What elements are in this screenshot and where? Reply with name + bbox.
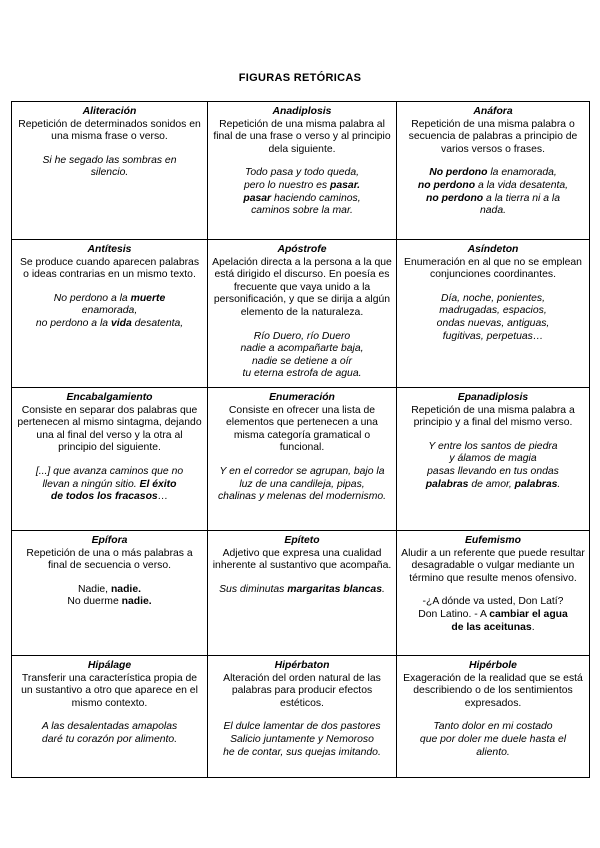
example-text: a la vida desatenta, <box>475 179 569 191</box>
example-line <box>401 305 585 318</box>
figure-example <box>212 331 392 381</box>
example-line <box>401 479 585 492</box>
example-text: Sus diminutas <box>219 583 288 595</box>
example-line <box>212 356 392 369</box>
figure-example <box>16 466 203 504</box>
example-text: Todo pasa y todo queda, <box>244 167 359 179</box>
example-line <box>212 331 392 344</box>
example-text: que por doler me duele hasta el <box>419 733 567 745</box>
figure-cell <box>397 387 590 530</box>
example-line <box>212 491 392 504</box>
figure-cell <box>12 655 208 777</box>
figure-example <box>212 721 392 759</box>
example-line <box>401 318 585 331</box>
figure-definition: Aludir a un referente que puede resultar desagradable o vulgar mediante un término que resulte menos ofensivo. <box>401 547 585 584</box>
table-row <box>12 240 590 388</box>
example-line <box>16 155 203 168</box>
example-emphasis: muerte <box>130 292 166 304</box>
example-text: haciendo caminos, <box>271 192 361 204</box>
example-emphasis: pasar. <box>330 179 361 191</box>
example-line <box>212 747 392 760</box>
figure-cell <box>397 240 590 388</box>
figure-name: Antítesis <box>87 244 132 255</box>
example-line <box>212 734 392 747</box>
figure-definition: Consiste en ofrecer una lista de elementos que pertenecen a una misma categoría gramatical o funcional. <box>226 404 378 454</box>
figure-name: Apóstrofe <box>277 244 327 255</box>
example-emphasis: No perdono <box>429 167 488 179</box>
figure-definition: Repetición de una misma palabra a principio y a final del mismo verso. <box>411 404 575 429</box>
example-line <box>401 609 585 622</box>
example-text: [...] que avanza caminos que no <box>35 465 184 477</box>
example-text: pasas llevando en tus ondas <box>427 465 559 477</box>
example-line <box>212 584 392 597</box>
example-line <box>16 721 203 734</box>
figure-definition: Se produce cuando aparecen palabras o ideas contrarias en un mismo texto. <box>19 256 200 281</box>
figure-name: Hipálage <box>87 659 132 671</box>
example-text: nadie a acompañarte baja, <box>240 343 364 355</box>
figure-name: Hipérbaton <box>274 659 330 671</box>
example-line <box>16 596 203 609</box>
figure-example <box>401 167 585 217</box>
example-line <box>212 479 392 492</box>
figure-cell <box>12 102 208 240</box>
example-line <box>16 466 203 479</box>
example-line <box>212 721 392 734</box>
example-line <box>212 205 392 218</box>
example-text: madrugadas, espacios, <box>439 305 547 317</box>
example-text: de amor, <box>468 478 515 490</box>
example-line <box>401 205 585 218</box>
figure-example <box>401 721 585 759</box>
figure-name: Encabalgamiento <box>66 391 153 403</box>
example-line <box>401 167 585 180</box>
figures-table <box>11 101 590 778</box>
example-text: . <box>531 621 535 633</box>
example-line <box>16 318 203 331</box>
example-emphasis: palabras <box>514 478 558 490</box>
figure-cell <box>208 387 397 530</box>
figure-name: Anadiplosis <box>272 106 332 117</box>
figure-example <box>212 584 392 597</box>
example-text: Y entre los santos de piedra <box>428 440 558 452</box>
figure-example <box>212 466 392 504</box>
figure-definition: Repetición de una o más palabras a final de secuencia o verso. <box>26 547 193 572</box>
example-text: aliento. <box>476 746 510 758</box>
example-text: luz de una candileja, pipas, <box>239 478 365 490</box>
example-text: pero lo nuestro es <box>243 179 331 191</box>
figure-cell <box>12 530 208 655</box>
example-emphasis: de las aceitunas <box>451 621 532 633</box>
figure-definition: Consiste en separar dos palabras que pertenecen al mismo sintagma, dejando una al final del verso y la otra al principio del siguiente. <box>17 404 202 454</box>
figure-name: Enumeración <box>269 391 335 403</box>
example-line <box>401 721 585 734</box>
example-text: fugitivas, perpetuas… <box>442 330 544 342</box>
table-row <box>12 655 590 777</box>
example-line <box>401 180 585 193</box>
figure-cell <box>397 102 590 240</box>
example-line <box>16 734 203 747</box>
example-line <box>16 584 203 597</box>
example-text: tu eterna estrofa de agua. <box>242 368 362 380</box>
figure-definition: Alteración del orden natural de las palabras para producir efectos estéticos. <box>223 672 381 709</box>
example-text: nada. <box>479 205 506 217</box>
example-text: enamorada, <box>81 305 138 317</box>
example-line <box>401 734 585 747</box>
example-emphasis: no perdono <box>417 179 476 191</box>
figure-definition: Apelación directa a la persona a la que está dirigido el discurso. En poesía es frecuente que vaya unido a la personificación, y que se dirija a algún elemento de la naturaleza. <box>212 256 392 318</box>
example-line <box>16 479 203 492</box>
example-line <box>212 193 392 206</box>
figure-example <box>401 596 585 634</box>
example-text: No perdono a la <box>53 292 131 304</box>
figure-cell <box>208 240 397 388</box>
example-line <box>212 180 392 193</box>
example-emphasis: pasar <box>243 192 272 204</box>
example-text: no perdono a la <box>35 317 111 329</box>
example-emphasis: no perdono <box>426 192 484 204</box>
example-text: El dulce lamentar de dos pastores <box>223 721 381 733</box>
example-text: Nadie, <box>78 583 111 595</box>
figure-example <box>16 584 203 609</box>
example-text: . <box>557 478 561 490</box>
example-text: -¿A dónde va usted, Don Latí? <box>422 596 564 608</box>
example-line <box>401 193 585 206</box>
example-line <box>16 305 203 318</box>
table-row <box>12 387 590 530</box>
figure-definition: Repetición de determinados sonidos en una misma frase o verso. <box>18 118 201 143</box>
example-line <box>212 167 392 180</box>
example-emphasis: vida <box>110 317 132 329</box>
example-line <box>401 622 585 635</box>
figure-definition: Enumeración en al que no se emplean conjunciones coordinantes. <box>404 256 582 281</box>
figure-definition: Repetición de una misma palabra o secuencia de palabras a principio de varios versos o frases. <box>408 118 578 155</box>
figure-cell <box>208 530 397 655</box>
example-text: Salicio juntamente y Nemoroso <box>230 733 374 745</box>
figure-cell <box>208 655 397 777</box>
figure-example <box>16 293 203 331</box>
example-text: caminos sobre la mar. <box>251 205 353 217</box>
example-text: Y en el corredor se agrupan, bajo la <box>219 465 385 477</box>
example-emphasis: de todos los fracasos <box>50 491 158 503</box>
example-emphasis: nadie. <box>121 596 152 608</box>
figure-name: Hipérbole <box>469 659 517 671</box>
example-text: Si he segado las sombras en <box>42 154 177 166</box>
example-line <box>16 167 203 180</box>
figure-name: Asíndeton <box>467 244 519 255</box>
example-line <box>401 331 585 344</box>
example-text: he de contar, sus quejas imitando. <box>223 746 381 758</box>
example-emphasis: margaritas blancas <box>287 583 382 595</box>
example-line <box>16 293 203 306</box>
example-text: Río Duero, río Duero <box>253 330 351 342</box>
example-line <box>401 293 585 306</box>
figure-name: Aliteración <box>82 106 137 117</box>
table-row <box>12 102 590 240</box>
example-text: desatenta, <box>131 317 184 329</box>
example-emphasis: El éxito <box>139 478 177 490</box>
example-line <box>212 368 392 381</box>
example-text: ondas nuevas, antiguas, <box>436 317 550 329</box>
example-text: llevan a ningún sitio. <box>42 478 140 490</box>
example-line <box>16 491 203 504</box>
example-text: … <box>157 491 169 503</box>
figure-definition: Repetición de una misma palabra al final de una frase o verso y al principio dela siguiente. <box>213 118 391 155</box>
figure-example <box>16 721 203 746</box>
example-text: silencio. <box>90 167 129 179</box>
figure-definition: Adjetivo que expresa una cualidad inherente al sustantivo que acompaña. <box>212 547 392 572</box>
figure-example <box>401 441 585 491</box>
example-line <box>401 453 585 466</box>
figure-name: Epífora <box>91 534 128 546</box>
figure-definition: Transferir una característica propia de un sustantivo a otro que aparece en el mismo contexto. <box>21 672 198 709</box>
figure-name: Eufemismo <box>464 534 521 546</box>
example-line <box>401 747 585 760</box>
figure-cell <box>12 387 208 530</box>
figure-name: Epíteto <box>284 534 320 546</box>
figure-example <box>212 167 392 217</box>
example-text: A las desalentadas amapolas <box>41 721 178 733</box>
example-text: daré tu corazón por alimento. <box>41 733 178 745</box>
example-text: a la tierra ni a la <box>483 192 560 204</box>
figure-cell <box>12 240 208 388</box>
table-row <box>12 530 590 655</box>
example-text: Día, noche, ponientes, <box>441 292 545 304</box>
example-emphasis: cambiar el agua <box>489 608 568 620</box>
figure-example <box>16 155 203 180</box>
figure-cell <box>397 530 590 655</box>
figure-cell <box>397 655 590 777</box>
figure-example <box>401 293 585 343</box>
figure-name: Anáfora <box>473 106 513 117</box>
example-text: chalinas y melenas del modernismo. <box>217 491 387 503</box>
figure-definition: Exageración de la realidad que se está describiendo o de los sentimientos expresados. <box>403 672 583 709</box>
example-line <box>401 441 585 454</box>
example-text: Tanto dolor en mi costado <box>433 721 553 733</box>
example-line <box>401 466 585 479</box>
example-line <box>401 596 585 609</box>
example-line <box>212 466 392 479</box>
example-text: No duerme <box>67 596 122 608</box>
example-emphasis: palabras <box>425 478 469 490</box>
example-emphasis: nadie. <box>110 583 141 595</box>
figure-cell <box>208 102 397 240</box>
example-text: nadie se detiene a oír <box>252 355 352 367</box>
example-text: . <box>381 583 385 595</box>
example-text: la enamorada, <box>487 167 557 179</box>
example-line <box>212 343 392 356</box>
example-text: Don Latino. - A <box>418 608 490 620</box>
page-title: FIGURAS RETÓRICAS <box>238 72 362 84</box>
figure-name: Epanadiplosis <box>457 391 529 403</box>
example-text: y álamos de magia <box>449 453 537 465</box>
